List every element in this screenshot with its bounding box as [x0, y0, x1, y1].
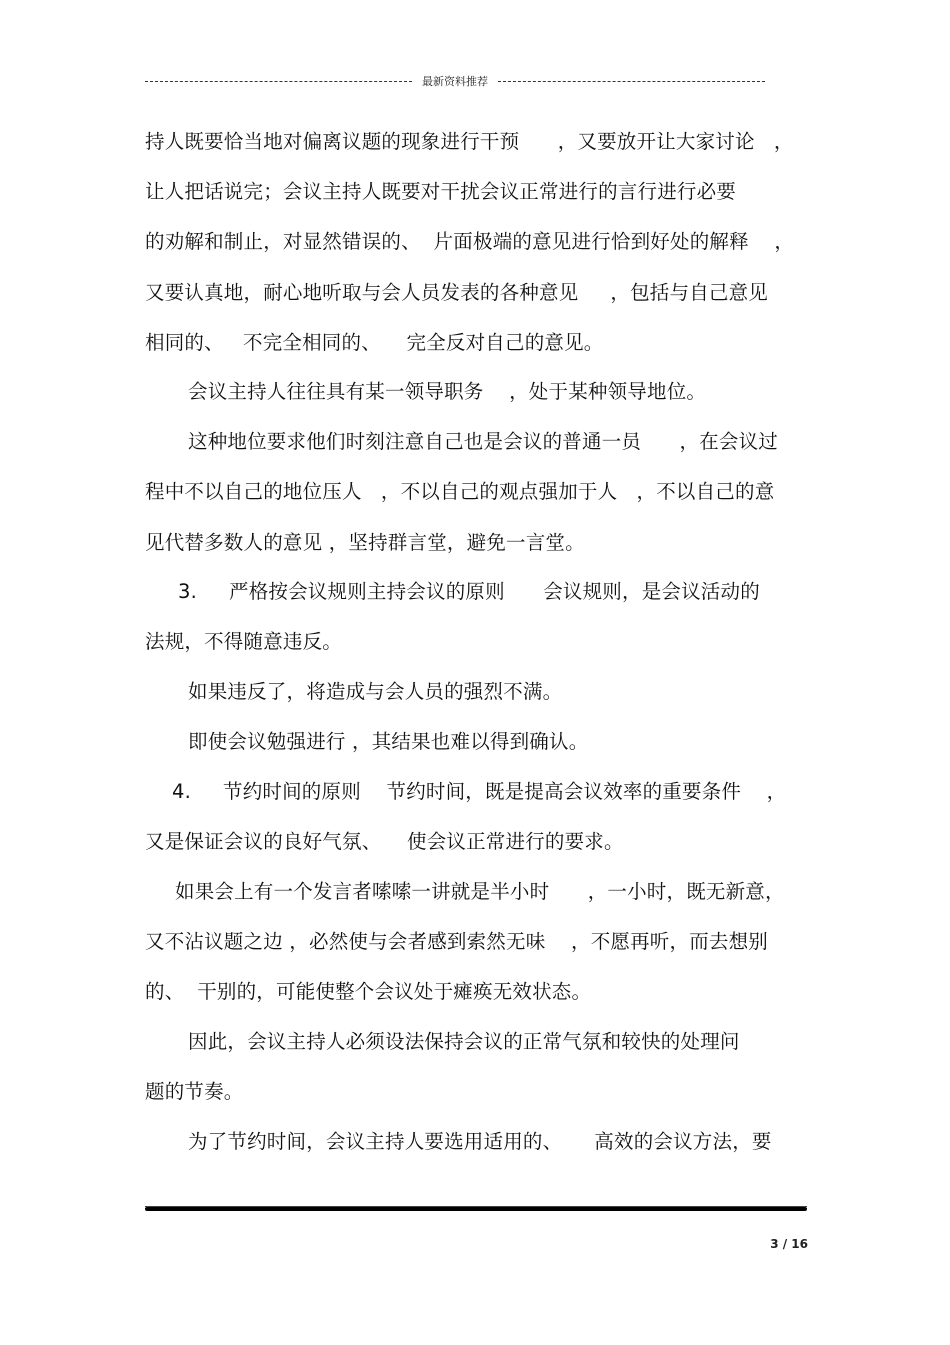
text-line-2: 让人把话说完；会议主持人既要对干扰会议正常进行的言行进行必要: [145, 180, 737, 203]
text-line-5: 相同的、 不完全相同的、 完全反对自己的意见。: [145, 331, 604, 354]
text-line-16: 如果会上有一个发言者嗦嗦一讲就是半小时 ，一小时，既无新意，: [175, 880, 785, 903]
text-line-7: 这种地位要求他们时刻注意自己也是会议的普通一员 ，在会议过: [188, 430, 778, 453]
text-line-1: 持人既要恰当地对偏离议题的现象进行干预 ，又要放开让大家讨论 ，: [145, 130, 794, 153]
text-line-14: 4. 节约时间的原则 节约时间，既是提高会议效率的重要条件 ，: [172, 780, 787, 803]
text-line-4: 又要认真地，耐心地听取与会人员发表的各种意见 ，包括与自己意见: [145, 281, 768, 304]
text-line-15: 又是保证会议的良好气氛、 使会议正常进行的要求。: [145, 830, 624, 853]
header-dash-left: [145, 81, 412, 82]
text-line-6: 会议主持人往往具有某一领导职务 ，处于某种领导地位。: [188, 380, 707, 403]
text-line-18: 的、 干别的，可能使整个会议处于瘫痪无效状态。: [145, 980, 592, 1003]
page-number: 3 / 16: [770, 1237, 808, 1251]
text-line-13: 即使会议勉强进行 ，其结果也难以得到确认。: [188, 730, 589, 753]
text-line-21: 为了节约时间，会议主持人要选用适用的、 高效的会议方法，要: [188, 1130, 772, 1153]
text-line-11: 法规，不得随意违反。: [145, 630, 343, 653]
header-title: 最新资料推荐: [422, 75, 488, 88]
text-line-10: 3. 严格按会议规则主持会议的原则 会议规则，是会议活动的: [178, 580, 760, 603]
page-header: [145, 74, 765, 88]
footer-rule: [145, 1207, 807, 1211]
text-line-9: 见代替多数人的意见 ，坚持群言堂，避免一言堂。: [145, 531, 585, 554]
text-line-20: 题的节奏。: [145, 1080, 244, 1103]
text-line-19: 因此，会议主持人必须设法保持会议的正常气氛和较快的处理问: [188, 1030, 740, 1053]
header-dash-right: [498, 81, 765, 82]
text-line-8: 程中不以自己的地位压人 ，不以自己的观点强加于人 ，不以自己的意: [145, 480, 775, 503]
text-line-3: 的劝解和制止，对显然错误的、 片面极端的意见进行恰到好处的解释 ，: [145, 230, 795, 253]
text-line-12: 如果违反了，将造成与会人员的强烈不满。: [188, 680, 563, 703]
text-line-17: 又不沾议题之边 ，必然使与会者感到索然无味 ，不愿再听，而去想别: [145, 930, 768, 953]
